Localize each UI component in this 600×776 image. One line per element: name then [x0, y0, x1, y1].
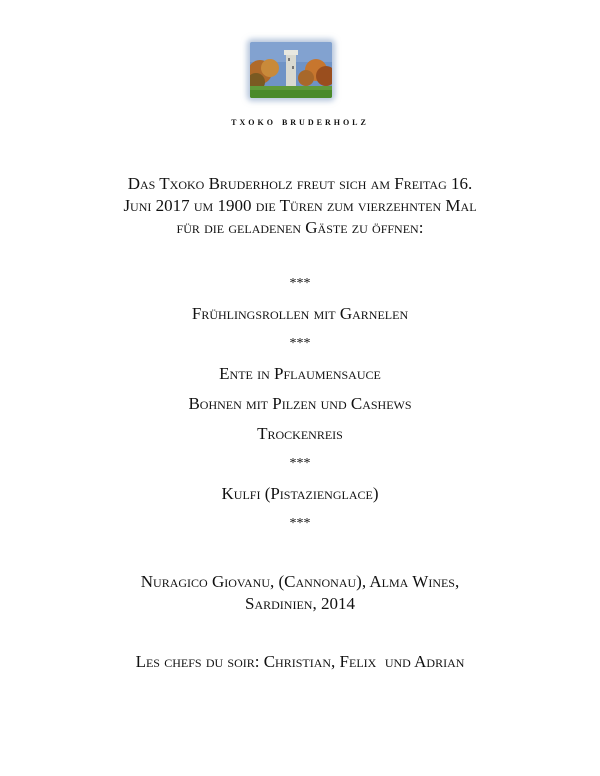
separator: ***	[289, 516, 311, 531]
intro-line-1: Das Txoko Bruderholz freut sich am Freitag 16.	[127, 174, 473, 193]
menu-course-1: Frühlingsrollen mit Garnelen	[191, 304, 409, 323]
intro-line-2: Juni 2017 um 1900 die Türen zum vierzehnten Mal	[123, 196, 477, 215]
separator: ***	[289, 456, 311, 471]
intro-line-3: für die geladenen Gäste zu öffnen:	[176, 218, 424, 237]
menu-main-3: Trockenreis	[257, 424, 343, 443]
brand-title: txoko bruderholz	[231, 114, 369, 128]
tower-landscape-icon	[250, 42, 332, 98]
menu-main-2: Bohnen mit Pilzen und Cashews	[188, 394, 412, 413]
menu-dessert: Kulfi (Pistazienglace)	[221, 484, 379, 503]
chefs-line: Les chefs du soir: Christian, Felix und Adrian	[135, 652, 465, 671]
wine-line-2: Sardinien, 2014	[245, 594, 355, 613]
separator: ***	[289, 336, 311, 351]
wine-line-1: Nuragico Giovanu, (Cannonau), Alma Wines,	[140, 572, 460, 591]
separator: ***	[289, 276, 311, 291]
menu-main-1: Ente in Pflaumensauce	[219, 364, 381, 383]
